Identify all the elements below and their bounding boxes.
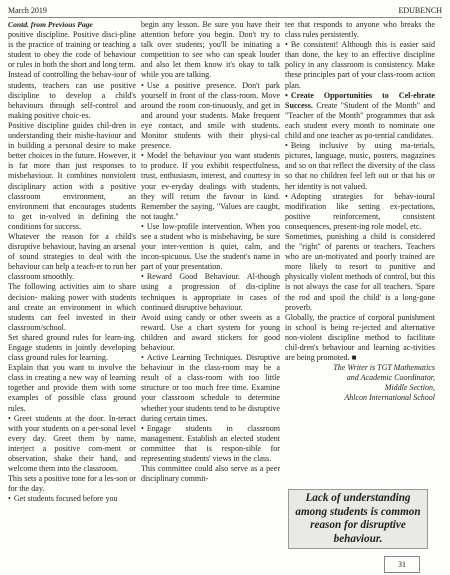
bullet-paragraph: • Engage students in classroom management. Establish an elected student committee that is respon-sible for representing students' views in the class.	[141, 424, 280, 464]
header-rule	[8, 17, 442, 18]
signature-line: and Academic Coordinator,	[346, 373, 435, 383]
bullet-paragraph: • Active Learning Techniques. Disruptive behaviour in the class-room may be a result of a class-room with too little structure or too much free time. Examine your classroom schedule to determine whether your students tend to be disruptive during certain times.	[141, 353, 280, 424]
author-signature	[285, 363, 435, 403]
signature-line: Middle Section,	[384, 383, 435, 393]
bullet-paragraph: • Use a positive presence. Don't park yourself in front of the class-room. Move around the room con-tinuously, and get in and around your students. Make frequent eye contact, and smile with students. Monitor students with their physi-cal presence.	[141, 81, 280, 152]
bullet-paragraph	[285, 91, 435, 141]
column-3	[285, 20, 435, 403]
column-1	[8, 20, 136, 505]
paragraph: Instead of controlling the behav-iour of students, teachers can use positive discipline to develop a child's behaviours through self-control and making positive choic-es.	[8, 70, 136, 120]
paragraph: Globally, the practice of corporal punishment in school is being re-jected and alternative non-violent discipline method to facilitate chil-dren's behaviour and learning ac-tivities are being promoted. ■	[285, 312, 435, 363]
paragraph: The following activities aim to share decision- making power with students and create an environment in which students can feel invested in their classroom/school.	[8, 282, 136, 332]
page-number: 31	[384, 556, 420, 573]
column-2	[141, 20, 280, 484]
issue-date: March 2019	[8, 5, 47, 15]
paragraph: Explain that you want to involve the class in creating a new way of learning together and provide them with some examples of possible class ground rules.	[8, 363, 136, 413]
bullet-paragraph: • Adopting strategies for behav-ioural modification like setting ex-pectations, positive reinforcement, consistent consequences, present-ing role model, etc.	[285, 192, 435, 232]
paragraph: Avoid using candy or other sweets as a reward. Use a chart system for young children and award stickers for good behaviour.	[141, 312, 280, 352]
paragraph: positive discipline. Positive disci-pline is the practice of training or teaching a student to obey the code of behaviour or rules in both the short and long term.	[8, 30, 136, 70]
paragraph: This sets a positive tone for a les-son or for the day.	[8, 474, 136, 494]
bullet-paragraph: • Be consistent! Although this is easier said than done, the key to an effective discipline policy in any classroom is consistency. Make these principles part of your class-room action plan.	[285, 40, 435, 90]
paragraph: Set shared ground rules for learn-ing. Engage students in jointly developing class ground rules for learning.	[8, 332, 136, 363]
paragraph: Sometimes, punishing a child is considered the "right" of parents or teachers. Teachers who are un-motivated and poorly trained are more likely to resort to punitive and physically violent methods of control, but this is not always the case for all teachers. 'Spare the rod and spoil the child' is a long-gone proverb.	[285, 231, 435, 312]
paragraph: begin any lesson. Be sure you have their attention before you begin. Don't try to talk over students; you'll be initiating a competition to see who can speak louder and also let them know it's okay to talk while you are talking.	[141, 20, 280, 80]
signature-line: The Writer is TGT Mathematics	[333, 363, 435, 373]
bold-heading: • Create Opportunities to Cel-ebrate Success.	[285, 91, 435, 110]
paragraph: This committee could also serve as a peer disciplinary commit-	[141, 464, 280, 484]
paragraph: Positive discipline guides chil-dren in understanding their misbe-haviour and in building a personal desire to make better choices in the future. However, it is far more than just responses to misbehaviour. It combines nonviolent disciplinary action with a positive classroom environment, an environment that encourages students to get in-volved in defining the conditions for success.	[8, 120, 136, 231]
bullet-paragraph: • Greet students at the door. In-teract with your students on a per-sonal level every day. Greet them by name, interject a positive com-ment or observation, shake their hand, and welcome them into the classroom.	[8, 414, 136, 475]
bullet-paragraph: • Get students focused before you	[8, 494, 136, 504]
paragraph: Whatever the reason for a child's disruptive behaviour, having an arsenal of sound strategies to deal with the behaviour can help a teach-er to run her classroom smoothly.	[8, 231, 137, 282]
bullet-paragraph: • Reward Good Behaviour. Al-though using a progression of dis-cipline techniques is appropriate in cases of continued disruptive behaviour.	[141, 272, 280, 312]
bullet-paragraph: • Being inclusive by using ma-terials, pictures, language, music, posters, magazines and so on that reflect the diversity of the class so that no children feel left out or that his or her identity is not valued.	[285, 141, 435, 191]
paragraph-text: Create "Student of the Month" and "Teacher of the Month" programmes that ask each student every month to nominate one child and one teacher as po-tential candidates.	[285, 100, 435, 141]
continued-label: Contd. from Previous Page	[8, 20, 93, 29]
publication-name: EDUBENCH	[398, 5, 442, 15]
signature-line: Ahlcon International School	[344, 393, 435, 403]
paragraph: tee that responds to anyone who breaks the class rules persistently.	[285, 20, 435, 40]
bullet-paragraph: • Model the behaviour you want students to produce. If you exhibit respectfulness, trust, enthusiasm, interest, and courtesy in your ev-eryday dealings with students, they will return the favour in kind. Remember the saying, "Values are caught, not taught."	[141, 151, 280, 222]
page-header	[8, 4, 442, 16]
bullet-paragraph: • Use low-profile intervention. When you see a student who is misbehaving, be sure your inter-vention is quiet, calm, and incon-spicuous. Use the student's name in part of your presentation.	[141, 222, 280, 272]
pull-quote: Lack of understanding among students is common reason for disruptive behaviour.	[288, 489, 428, 549]
